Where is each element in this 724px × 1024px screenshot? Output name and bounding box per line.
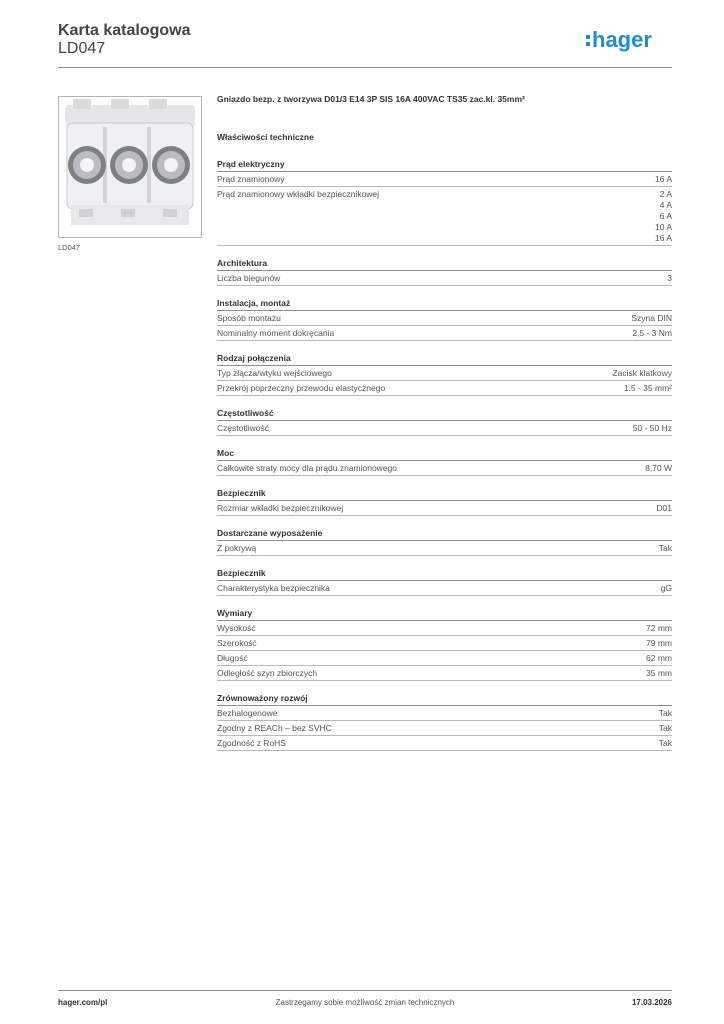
spec-value: [624, 383, 672, 394]
fuse-base-illustration: [59, 97, 201, 237]
spec-value: [646, 638, 672, 649]
spec-row: [217, 666, 672, 681]
spec-label: Przekrój poprzeczny przewodu elastycznego: [217, 382, 386, 393]
spec-value-line: 16 A: [654, 232, 672, 243]
spec-value-line: 16 A: [654, 173, 672, 184]
hager-logo: [586, 26, 672, 54]
spec-group: [217, 527, 672, 556]
spec-label: Odległość szyn zbiorczych: [217, 667, 318, 678]
spec-value-line: 2,5 - 3 Nm: [632, 327, 672, 338]
spec-group-title: Instalacja, montaż: [217, 297, 672, 311]
spec-group-title: Dostarczane wyposażenie: [217, 527, 672, 541]
spec-value-line: Szyna DIN: [631, 312, 672, 323]
footer-divider: [58, 990, 672, 991]
spec-row: [217, 501, 672, 516]
spec-group-title: Bezpiecznik: [217, 567, 672, 581]
spec-label: Typ złącza/wtyku wejściowego: [217, 367, 332, 378]
spec-value: [667, 273, 672, 284]
footer-notice: Zastrzegamy sobie możliwość zmian technicznych: [275, 998, 455, 1007]
logo-text: hager: [592, 27, 652, 52]
spec-value-line: 2 A: [659, 188, 672, 199]
spec-label: Szerokość: [217, 637, 257, 648]
spec-value-line: 8,70 W: [645, 462, 672, 473]
spec-value-line: 1.5 - 35 mm²: [623, 382, 672, 393]
spec-row: [217, 421, 672, 436]
spec-group: [217, 297, 672, 341]
spec-value-line: 3: [667, 272, 672, 283]
spec-row: [217, 636, 672, 651]
spec-label: Długość: [217, 652, 248, 663]
spec-group-title: Częstotliwość: [217, 407, 672, 421]
spec-row: [217, 311, 672, 326]
spec-group: [217, 447, 672, 476]
spec-value: [646, 653, 672, 664]
spec-value: [655, 174, 672, 185]
spec-row: [217, 721, 672, 736]
spec-value: [655, 189, 672, 244]
spec-row: [217, 706, 672, 721]
spec-value-line: Tak: [658, 722, 672, 733]
spec-row: [217, 326, 672, 341]
spec-value: [659, 708, 672, 719]
spec-group: [217, 567, 672, 596]
spec-value: [659, 738, 672, 749]
spec-value-line: 10 A: [654, 221, 672, 232]
spec-value: [659, 543, 672, 554]
spec-group-title: Wymiary: [217, 607, 672, 621]
spec-label: Bezhalogenowe: [217, 707, 278, 718]
spec-label: Zgodność z RoHS: [217, 737, 286, 748]
spec-group: [217, 407, 672, 436]
spec-label: Prąd znamionowy wkładki bezpiecznikowej: [217, 188, 380, 199]
spec-label: Z pokrywą: [217, 542, 257, 553]
spec-group-title: Moc: [217, 447, 672, 461]
spec-row: [217, 581, 672, 596]
spec-value-line: 72 mm: [646, 622, 672, 633]
spec-value-line: Tak: [658, 542, 672, 553]
spec-value-line: Tak: [658, 707, 672, 718]
spec-label: Sposób montażu: [217, 312, 281, 323]
spec-row: [217, 736, 672, 751]
spec-label: Nominalny moment dokręcania: [217, 327, 335, 338]
page-header: [58, 20, 672, 68]
spec-row: [217, 187, 672, 246]
spec-value-line: 79 mm: [646, 637, 672, 648]
spec-value: [632, 328, 672, 339]
header-divider: [58, 67, 672, 68]
spec-value-line: Tak: [658, 737, 672, 748]
spec-group-title: Rodzaj połączenia: [217, 352, 672, 366]
spec-row: [217, 172, 672, 187]
spec-value: [646, 668, 672, 679]
spec-value-line: D01: [656, 502, 672, 513]
spec-value: [631, 313, 672, 324]
page-footer: [58, 998, 672, 1012]
spec-row: [217, 381, 672, 396]
spec-label: Częstotliwość: [217, 422, 269, 433]
spec-group: [217, 158, 672, 246]
product-description: Gniazdo bezp. z tworzywa D01/3 E14 3P SIS 16A 400VAC TS35 zac.kl. 35mm²: [217, 94, 525, 104]
spec-group-title: Prąd elektryczny: [217, 158, 672, 172]
spec-label: Zgodny z REACh – bez SVHC: [217, 722, 332, 733]
footer-date: 17.03.2026: [631, 998, 672, 1007]
spec-group-title: Architektura: [217, 257, 672, 271]
image-caption: LD047: [58, 243, 81, 252]
spec-label: Wysokość: [217, 622, 256, 633]
spec-value: [633, 423, 672, 434]
spec-value-line: 35 mm: [646, 667, 672, 678]
spec-row: [217, 651, 672, 666]
spec-groups: [217, 158, 672, 751]
spec-value-line: gG: [660, 582, 672, 593]
spec-row: [217, 461, 672, 476]
product-image: [58, 96, 202, 238]
spec-group: [217, 257, 672, 286]
document-title: Karta katalogowa: [58, 22, 191, 39]
spec-value-line: Zacisk klatkowy: [612, 367, 672, 378]
spec-value: [646, 623, 672, 634]
spec-group: [217, 692, 672, 751]
product-code: LD047: [58, 40, 106, 57]
spec-value: [645, 463, 672, 474]
spec-row: [217, 621, 672, 636]
spec-row: [217, 541, 672, 556]
spec-label: Charakterystyka bezpiecznika: [217, 582, 330, 593]
spec-value: [612, 368, 672, 379]
spec-group: [217, 607, 672, 681]
spec-group: [217, 352, 672, 396]
footer-website[interactable]: hager.com/pl: [58, 998, 108, 1007]
spec-group-title: Zrównoważony rozwój: [217, 692, 672, 706]
spec-row: [217, 271, 672, 286]
section-title: Właściwości techniczne: [217, 132, 314, 142]
spec-row: [217, 366, 672, 381]
spec-label: Prąd znamionowy: [217, 173, 285, 184]
spec-value-line: 62 mm: [646, 652, 672, 663]
spec-value: [659, 723, 672, 734]
spec-value-line: 6 A: [659, 210, 672, 221]
spec-group: [217, 487, 672, 516]
spec-label: Całkowite straty mocy dla prądu znamionowego: [217, 462, 398, 473]
spec-value: [656, 503, 672, 514]
spec-value-line: 4 A: [659, 199, 672, 210]
spec-group-title: Bezpiecznik: [217, 487, 672, 501]
spec-label: Liczba biegunów: [217, 272, 281, 283]
spec-label: Rozmiar wkładki bezpiecznikowej: [217, 502, 344, 513]
specifications: [217, 94, 672, 762]
spec-value-line: 50 - 50 Hz: [632, 422, 672, 433]
spec-value: [661, 583, 672, 594]
